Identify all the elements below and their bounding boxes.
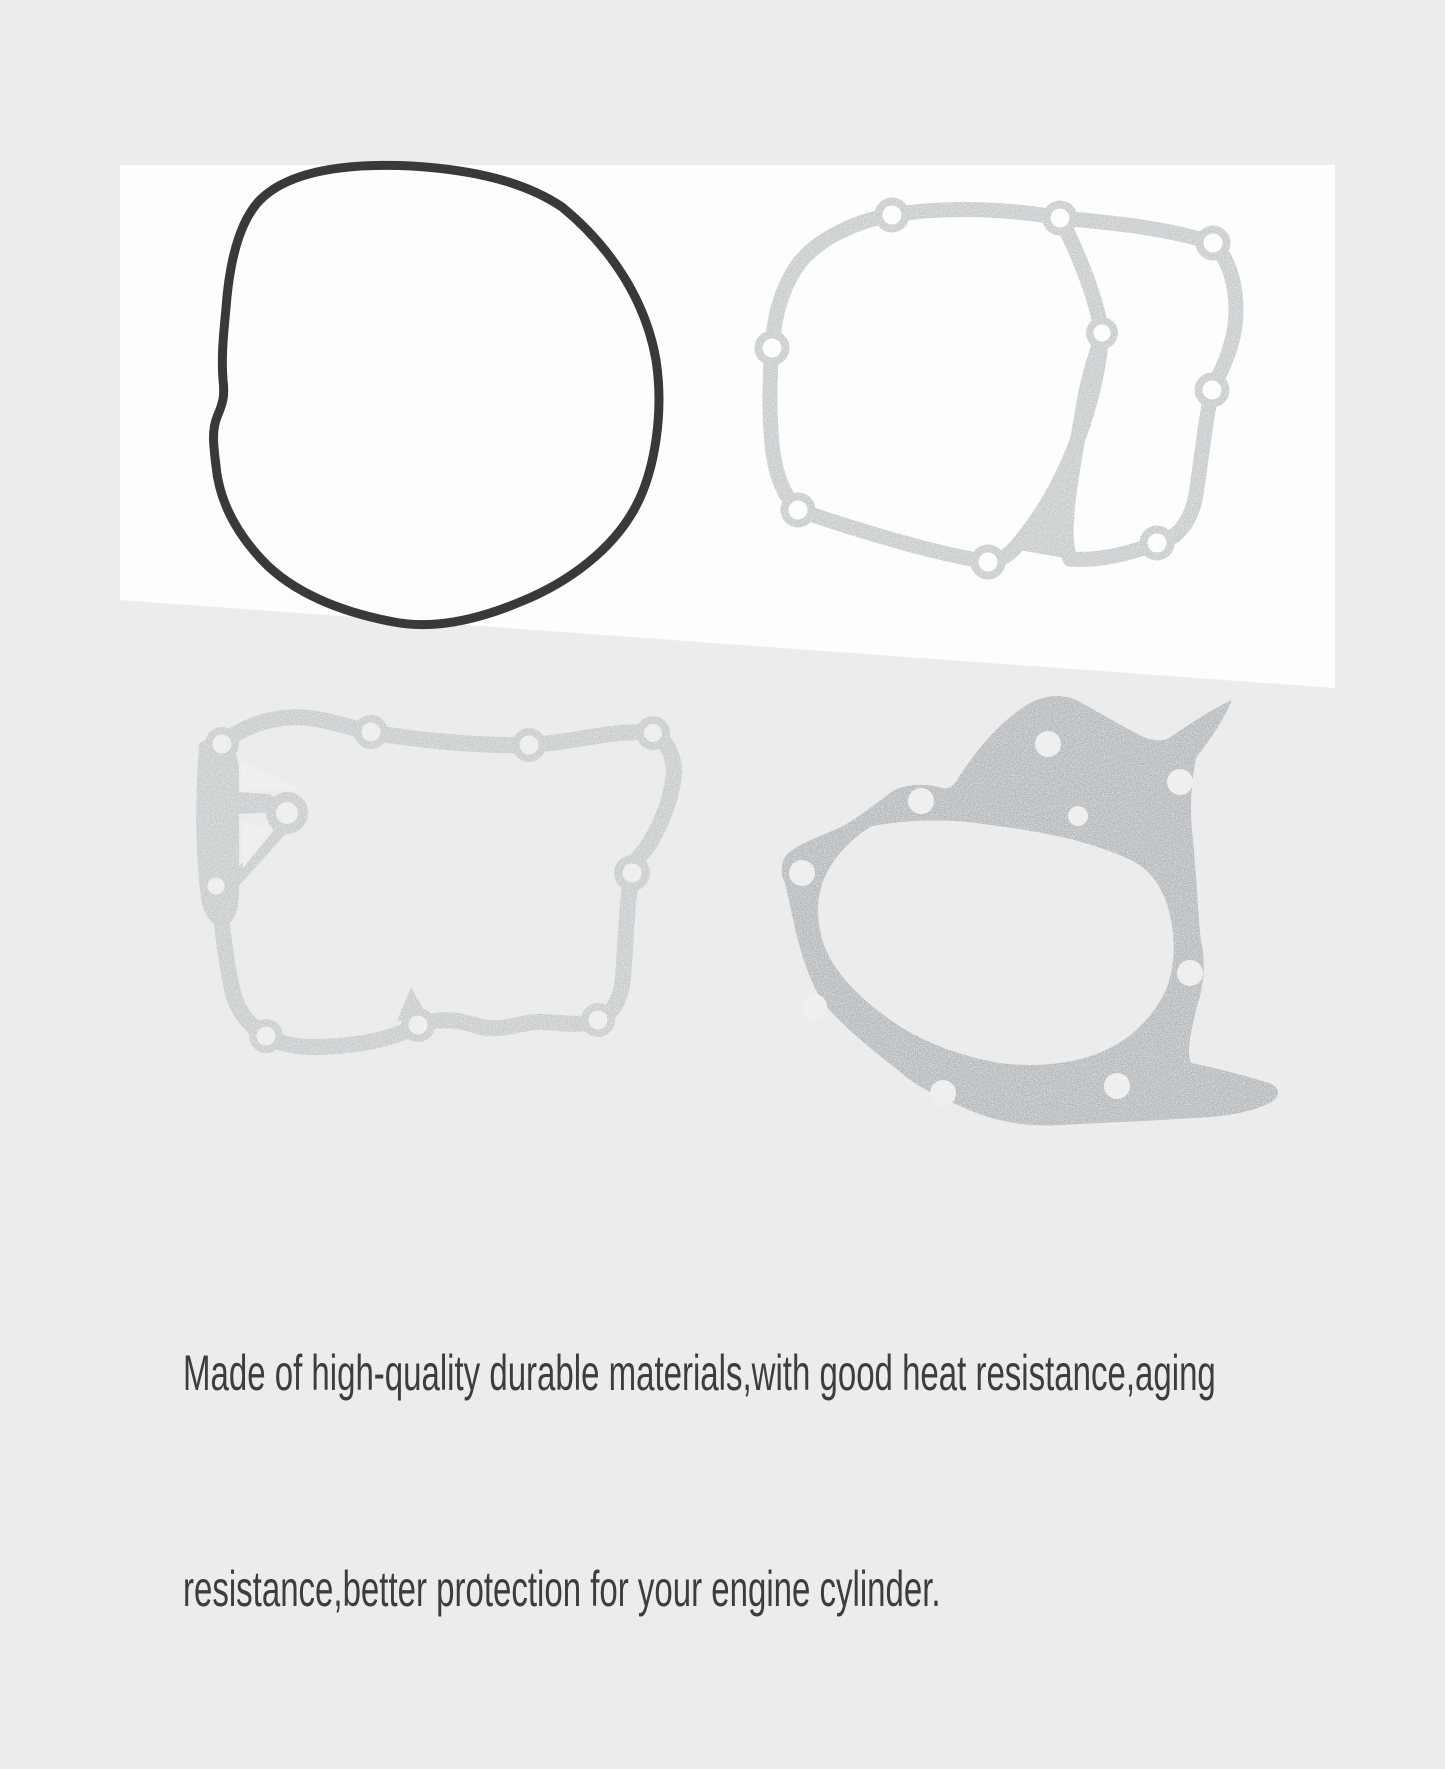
caption [183, 1193, 1252, 1769]
white-backdrop [120, 165, 1335, 688]
caption-line-2: resistance,better protection for your engine cylinder. [183, 1561, 941, 1617]
caption-line-1: Made of high-quality durable materials,with good heat resistance,aging [183, 1345, 1216, 1401]
